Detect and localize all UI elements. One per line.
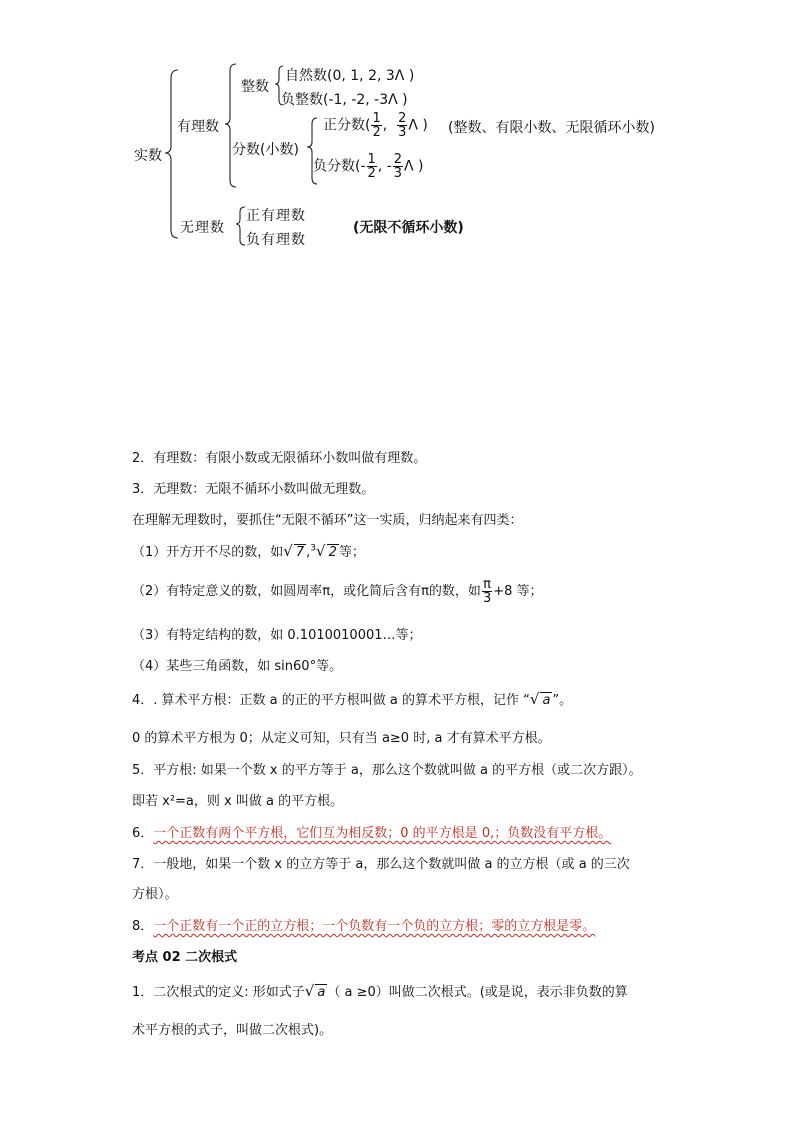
line-radical-definition-cont: 术平方根的式子，叫做二次根式)。 xyxy=(132,1023,333,1038)
fraction-label: 分数(小数) xyxy=(232,142,299,158)
sqrt-a-radical: a xyxy=(317,985,326,1000)
line-irrational-definition: 3．无理数：无限不循环小数叫做无理数。 xyxy=(132,482,375,497)
fraction-one-half: $\frac{1}{2}$ xyxy=(372,111,381,140)
brace-rational xyxy=(225,64,236,187)
irrational-label: 无理数 xyxy=(180,220,225,236)
fraction-neg-one-half: $\frac{1}{2}$ xyxy=(367,152,376,181)
integer-label: 整数 xyxy=(241,79,269,95)
section-heading: 考点 02 二次根式 xyxy=(132,950,238,965)
line-square-root-properties: 6．一个正数有两个平方根，它们互为相反数；0 的平方根是 0,；负数没有平方根。 xyxy=(132,826,612,841)
line-square-root-example: 即若 x²=a，则 x 叫做 a 的平方根。 xyxy=(132,794,344,809)
cube-root-two: 2 xyxy=(328,545,337,560)
positive-irrational-label: 正有理数 xyxy=(246,208,306,224)
line-rational-definition: 2．有理数：有限小数或无限循环小数叫做有理数。 xyxy=(132,451,427,466)
sqrt-seven: 7 xyxy=(295,545,305,560)
line-category-4: （4）某些三角函数，如 sin60°等。 xyxy=(132,659,343,674)
line-irrational-intro: 在理解无理数时，要抓住“无限不循环”这一实质，归纳起来有四类： xyxy=(132,513,523,528)
positive-fraction-row: 正分数( $\frac{1}{2}$ , $\frac{2}{3}$ Λ ) xyxy=(323,111,428,140)
natural-number-label: 自然数(0, 1, 2, 3Λ ) xyxy=(285,68,415,84)
negative-integer-label: 负整数(-1, -2, -3Λ ) xyxy=(281,92,408,108)
negative-fraction-row: 负分数(- $\frac{1}{2}$ , - $\frac{2}{3}$ Λ ) xyxy=(313,152,424,181)
brace-irrational xyxy=(236,207,245,245)
line-category-3: （3）有特定结构的数，如 0.1010010001…等； xyxy=(132,628,422,643)
fraction-neg-two-thirds: $\frac{2}{3}$ xyxy=(393,152,403,181)
line-cube-root-properties: 8．一个正数有一个正的立方根；一个负数有一个负的立方根；零的立方根是零。 xyxy=(132,919,596,934)
line-square-root-definition: 5．平方根: 如果一个数 x 的平方等于 a，那么这个数就叫做 a 的平方根（或二次方跟）。 xyxy=(132,763,642,778)
fraction-note: (整数、有限小数、无限循环小数) xyxy=(448,120,655,136)
fraction-pi-over-three: $\frac{\pi}{3}$ xyxy=(482,577,492,606)
fraction-two-thirds: $\frac{2}{3}$ xyxy=(398,111,407,140)
highlight-square-root-properties: 一个正数有两个平方根，它们互为相反数；0 的平方根是 0,；负数没有平方根。 xyxy=(153,826,612,841)
line-category-1: （1）开方开不尽的数，如√ 7 ,$^3$√ 2 等； xyxy=(132,542,365,560)
line-cube-root-definition: 7．一般地，如果一个数 x 的立方等于 a，那么这个数就叫做 a 的立方根（或 a 的三次 xyxy=(132,857,630,872)
line-category-2: （2）有特定意义的数，如圆周率π，或化简后含有π的数，如 $\frac{\pi}{3}$ +8 等； xyxy=(132,577,543,606)
line-arithmetic-square-root: 4．. 算术平方根：正数 a 的正的平方根叫做 a 的算术平方根，记作 “√ a ”。 xyxy=(132,690,573,708)
irrational-note: (无限不循环小数) xyxy=(353,220,464,236)
brace-real xyxy=(165,70,178,238)
rational-label: 有理数 xyxy=(177,119,219,135)
sqrt-a: a xyxy=(542,693,551,708)
line-radical-definition: 1．二次根式的定义: 形如式子√ a （ a ≥0）叫做二次根式。(或是说，表示非负数的算 xyxy=(132,982,628,1000)
line-sqrt-zero: 0 的算术平方根为 0；从定义可知，只有当 a≥0 时, a 才有算术平方根。 xyxy=(132,731,551,746)
highlight-cube-root-properties: 一个正数有一个正的立方根；一个负数有一个负的立方根；零的立方根是零。 xyxy=(153,919,596,934)
line-cube-root-definition-cont: 方根）。 xyxy=(132,887,178,902)
tree-root-label: 实数 xyxy=(134,148,162,164)
negative-irrational-label: 负有理数 xyxy=(246,232,306,248)
